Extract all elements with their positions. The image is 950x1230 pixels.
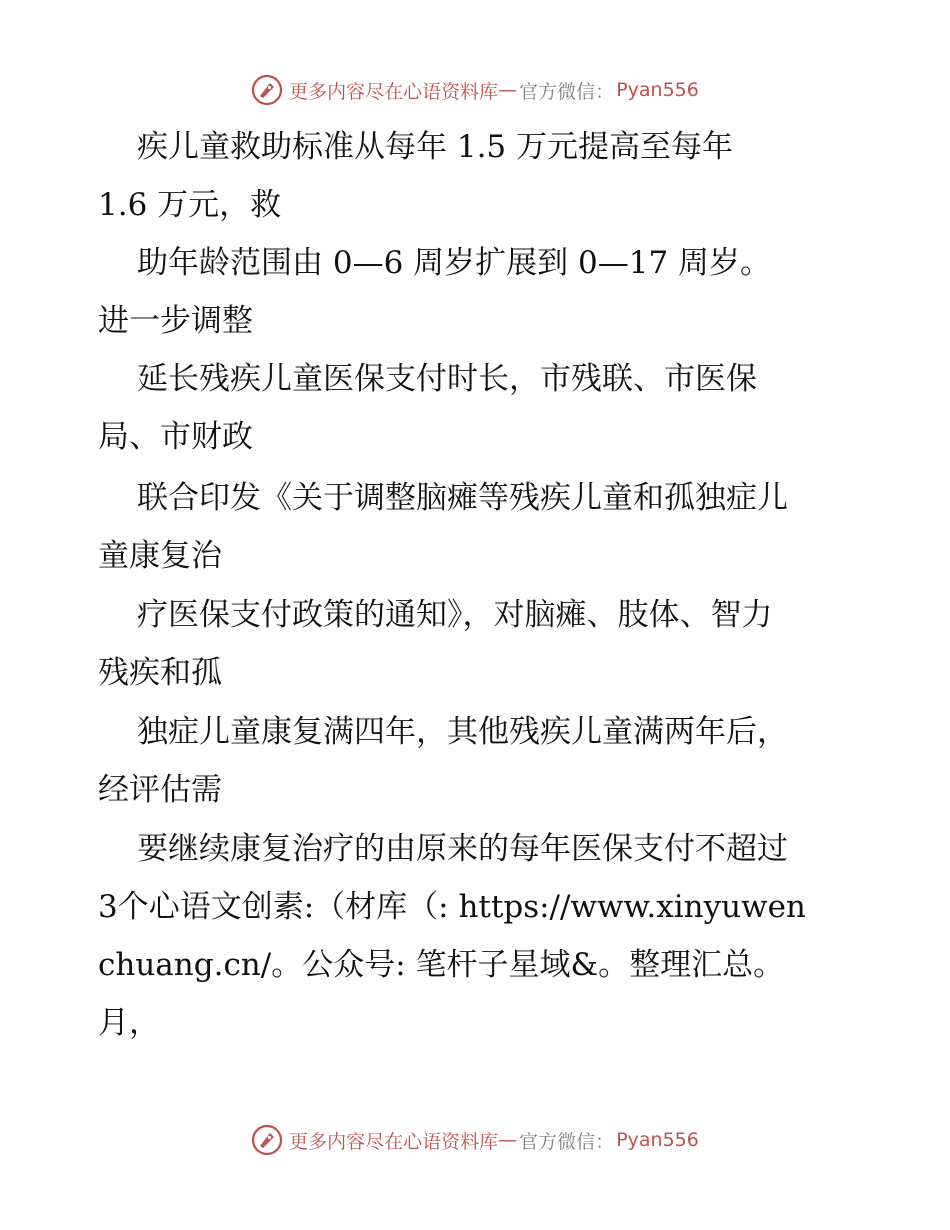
header-dash: — bbox=[498, 79, 518, 101]
body-line: 延长残疾儿童医保支付时长，市残联、市医保 bbox=[137, 361, 757, 397]
body-line: 独症儿童康复满四年，其他残疾儿童满两年后， bbox=[137, 714, 788, 750]
body-line: 经评估需 bbox=[98, 772, 222, 808]
header-site-text: 更多内容尽在心语资料库 bbox=[289, 80, 499, 103]
body-line: 疾儿童救助标准从每年 1.5 万元提高至每年 bbox=[137, 129, 734, 165]
body-line: 局、市财政 bbox=[98, 419, 253, 455]
footer-site-text: 更多内容尽在心语资料库 bbox=[289, 1130, 499, 1153]
header-wechat-id: Pyan556 bbox=[616, 79, 699, 101]
body-line: 要继续康复治疗的由原来的每年医保支付不超过 bbox=[137, 831, 788, 867]
body-line: 1.6 万元，救 bbox=[98, 187, 282, 223]
footer-banner bbox=[0, 1120, 950, 1160]
body-line: 月， bbox=[98, 1005, 160, 1041]
body-line: 童康复治 bbox=[98, 538, 222, 574]
body-line: 联合印发《关于调整脑瘫等残疾儿童和孤独症儿 bbox=[137, 480, 788, 516]
body-line: 进一步调整 bbox=[98, 303, 253, 339]
footer-wechat-label: 官方微信： bbox=[519, 1130, 615, 1153]
body-line: 疗医保支付政策的通知》，对脑瘫、肢体、智力 bbox=[137, 597, 773, 633]
body-line: 3个心语文创素:（材库（: https://www.xinyuwen bbox=[98, 889, 806, 925]
pen-nib-logo-icon bbox=[251, 1124, 283, 1156]
footer-wechat-id: Pyan556 bbox=[616, 1129, 699, 1151]
body-line: 残疾和孤 bbox=[98, 655, 222, 691]
header-wechat-label: 官方微信： bbox=[519, 80, 615, 103]
body-line: chuang.cn/。公众号: 笔杆子星域&。整理汇总。 bbox=[98, 947, 785, 983]
footer-dash: — bbox=[498, 1129, 518, 1151]
body-line: 助年龄范围由 0—6 周岁扩展到 0—17 周岁。 bbox=[137, 245, 772, 281]
